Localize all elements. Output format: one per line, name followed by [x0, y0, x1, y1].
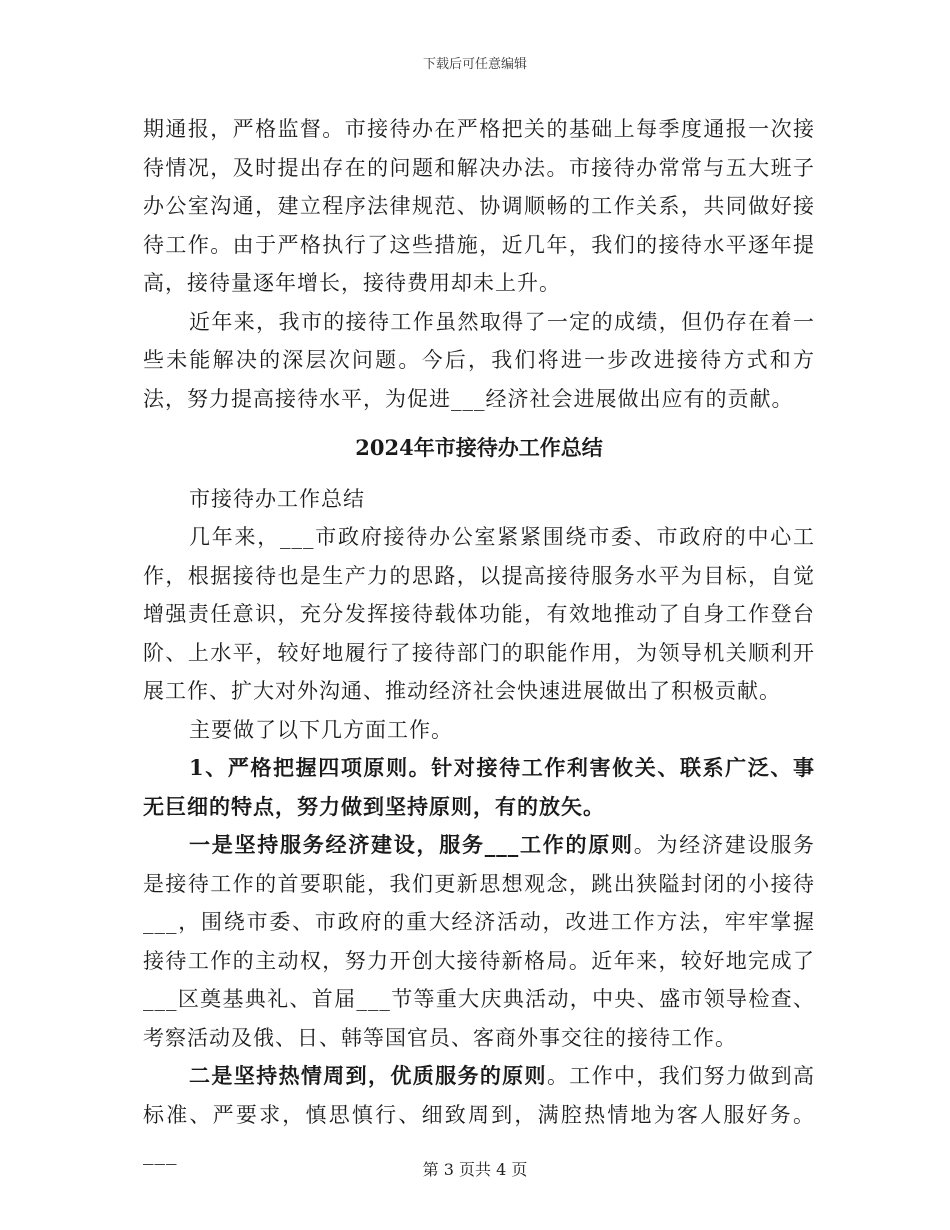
paragraph-item-2: [143, 1057, 815, 1173]
paragraph-summary: 主要做了以下几方面工作。: [189, 717, 453, 742]
section-heading-1: 1、严格把握四项原则。针对接待工作利害攸关、联系广泛、事无巨细的特点，努力做到坚持原则，有的放矢。: [143, 755, 815, 819]
paragraph-intro: 几年来，___市政府接待办公室紧紧围绕市委、市政府的中心工作，根据接待也是生产力的思路，以提高接待服务水平为目标，自觉增强责任意识，充分发挥接待载体功能，有效地推动了自身工作登台阶、上水平，较好地履行了接待部门的职能作用，为领导机关顺利开展工作、扩大对外沟通、推动经济社会快速进展做出了积极贡献。: [143, 525, 815, 703]
paragraph-continued: 期通报，严格监督。市接待办在严格把关的基础上每季度通报一次接待情况，及时提出存在的问题和解决办法。市接待办常常与五大班子办公室沟通，建立程序法律规范、协调顺畅的工作关系，共同做好接待工作。由于严格执行了这些措施，近几年，我们的接待水平逐年提高，接待量逐年增长，接待费用却未上升。: [143, 117, 815, 295]
page-header: 下载后可任意编辑: [422, 57, 527, 72]
paragraph-outlook: 近年来，我市的接待工作虽然取得了一定的成绩，但仍存在着一些未能解决的深层次问题。今后，我们将进一步改进接待方式和方法，努力提高接待水平，为促进___经济社会进展做出应有的贡献。: [143, 309, 815, 411]
document-body: [143, 110, 815, 1173]
item-1-text: 。为经济建设服务是接待工作的首要职能，我们更新思想观念，跳出狭隘封闭的小接待___，围绕市委、市政府的重大经济活动，改进工作方法，牢牢掌握接待工作的主动权，努力开创大接待新格局。近年来，较好地完成了___区奠基典礼、首届___节等重大庆典活动，中央、盛市领导检查、考察活动及俄、日、韩等国官员、客商外事交往的接待工作。: [143, 833, 815, 1050]
paragraph-item-1: [143, 826, 815, 1057]
subtitle: 市接待办工作总结: [189, 486, 365, 511]
item-2-lead: 二是坚持热情周到，优质服务的原则: [189, 1063, 547, 1088]
item-1-lead: 一是坚持服务经济建设，服务___工作的原则: [189, 832, 634, 857]
item-2-text: 。工作中，我们努力做到高标准、严要求，慎思慎行、细致周到，满腔热情地为客人服好务。___: [143, 1064, 816, 1165]
document-title: 2024年市接待办工作总结: [355, 435, 603, 460]
page-footer: 第 3 页共 4 页: [422, 1160, 528, 1179]
